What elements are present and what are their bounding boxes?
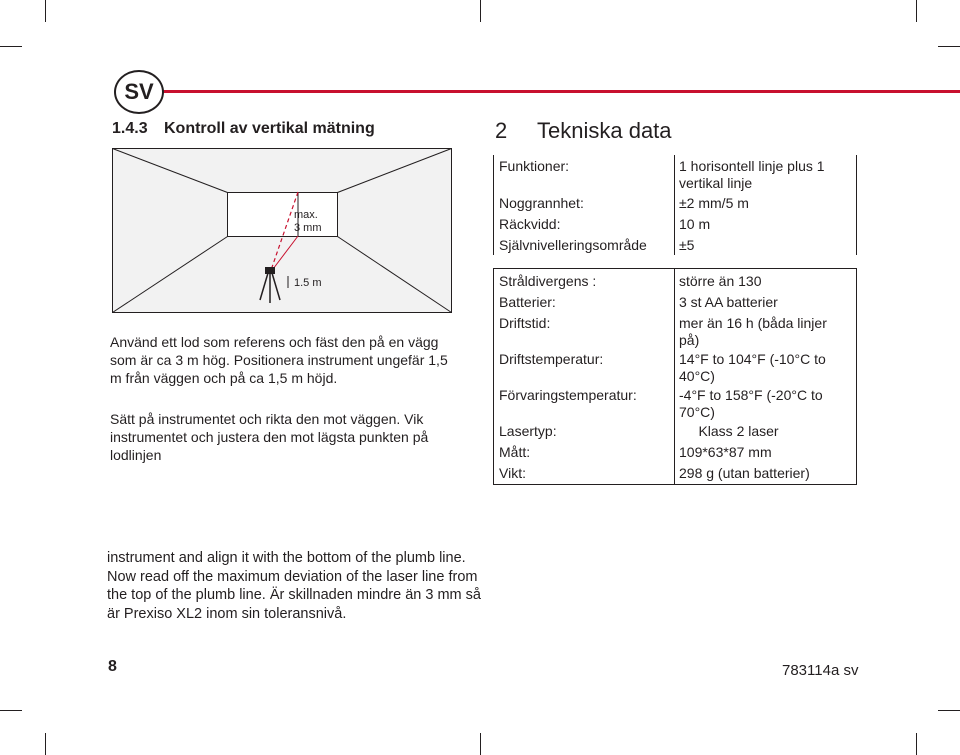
spec-label: Batterier: xyxy=(499,294,556,310)
spec-value: 298 g (utan batterier) xyxy=(679,465,810,481)
figure-max-label-line1: max. xyxy=(294,209,318,221)
spec-value: mer än 16 h (båda linjer på) xyxy=(679,315,827,348)
spec-value: -4°F to 158°F (-20°C to 70°C) xyxy=(679,387,823,420)
spec-label: Förvaringstemperatur: xyxy=(499,387,637,403)
vertical-check-figure xyxy=(112,148,452,313)
crop-mark xyxy=(480,0,481,22)
spec-value: 1 horisontell linje plus 1 vertikal linje xyxy=(679,158,825,191)
page-number: 8 xyxy=(108,658,117,675)
section-number: 1.4.3 xyxy=(112,120,148,137)
spec-value: Klass 2 laser xyxy=(679,423,779,439)
document-code: 783114a sv xyxy=(782,662,859,679)
instruction-paragraph: instrument and align it with the bottom of the plumb line. Now read off the maximum deviation of the laser line from the top of the plumb line. Är skillnaden mindre än 3 mm så är Prexiso XL2 inom sin toleransnivå. xyxy=(107,550,481,622)
spec-value: 109*63*87 mm xyxy=(679,444,772,460)
spec-value: 3 st AA batterier xyxy=(679,294,778,310)
spec-label: Mått: xyxy=(499,444,531,460)
crop-mark xyxy=(480,733,481,755)
spec-value: 14°F to 104°F (-10°C to 40°C) xyxy=(679,351,826,384)
spec-value: ±2 mm/5 m xyxy=(679,195,749,211)
spec-label: Driftstemperatur: xyxy=(499,351,604,367)
spec-label: Lasertyp: xyxy=(499,423,557,439)
section-title: Kontroll av vertikal mätning xyxy=(164,120,375,137)
figure-distance-label: 1.5 m xyxy=(294,277,322,289)
language-badge: SV xyxy=(114,70,164,114)
spec-label: Självnivelleringsområde xyxy=(499,237,647,253)
spec-label: Stråldivergens : xyxy=(499,273,597,289)
spec-label: Noggrannhet: xyxy=(499,195,584,211)
spec-value: 10 m xyxy=(679,216,711,232)
spec-label: Räckvidd: xyxy=(499,216,561,232)
instruction-paragraph: Använd ett lod som referens och fäst den på en vägg som är ca 3 m hög. Positionera instrument ungefär 1,5 m från väggen och på ca 1,5 m höjd. xyxy=(110,334,448,386)
crop-mark xyxy=(45,0,46,22)
crop-mark xyxy=(938,710,960,711)
spec-label: Funktioner: xyxy=(499,158,570,174)
column-divider xyxy=(674,269,675,484)
chapter-title: Tekniska data xyxy=(537,118,672,143)
column-divider xyxy=(674,155,675,255)
crop-mark xyxy=(0,710,22,711)
crop-mark xyxy=(938,46,960,47)
spec-value: större än 130 xyxy=(679,273,762,289)
spec-value: ±5 xyxy=(679,237,695,253)
header-rule xyxy=(160,90,960,93)
instruction-paragraph: Sätt på instrumentet och rikta den mot väggen. Vik instrumentet och justera den mot lägsta punkten på lodlinjen xyxy=(110,411,429,463)
crop-mark xyxy=(45,733,46,755)
chapter-heading xyxy=(495,118,672,144)
crop-mark xyxy=(0,46,22,47)
figure-max-label-line2: 3 mm xyxy=(294,222,322,234)
chapter-number: 2 xyxy=(495,118,508,143)
section-heading xyxy=(112,120,375,138)
spec-label: Vikt: xyxy=(499,465,526,481)
spec-label: Driftstid: xyxy=(499,315,551,331)
crop-mark xyxy=(916,733,917,755)
crop-mark xyxy=(916,0,917,22)
